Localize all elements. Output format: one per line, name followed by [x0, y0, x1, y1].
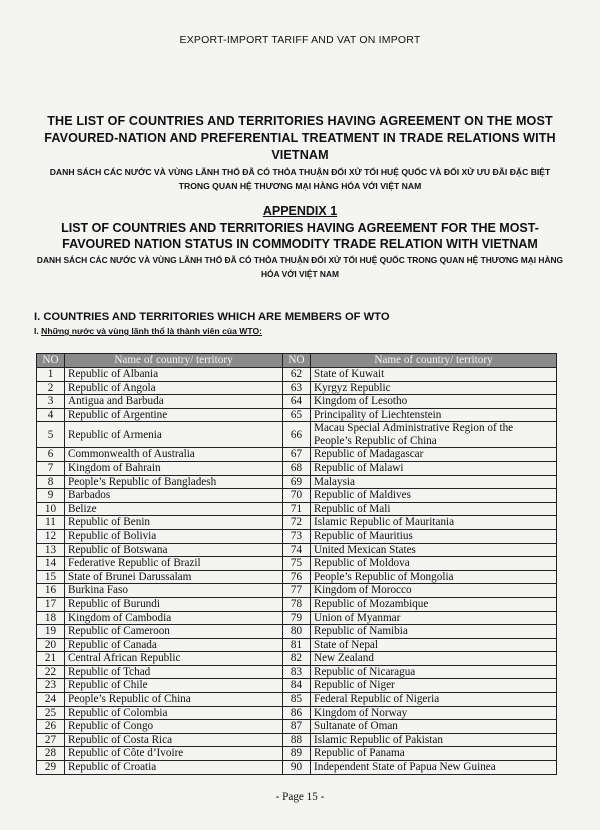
- cell-name-left: Republic of Canada: [65, 638, 283, 652]
- cell-name-right: State of Kuwait: [311, 368, 557, 382]
- cell-no-right: 83: [283, 665, 311, 679]
- table-row: [37, 408, 557, 422]
- cell-name-left: Republic of Croatia: [65, 761, 283, 775]
- cell-name-right: Kingdom of Morocco: [311, 584, 557, 598]
- cell-no-left: 29: [37, 761, 65, 775]
- cell-name-left: Republic of Costa Rica: [65, 733, 283, 747]
- cell-no-right: 87: [283, 720, 311, 734]
- cell-name-left: Kingdom of Cambodia: [65, 611, 283, 625]
- cell-no-left: 14: [37, 557, 65, 571]
- cell-name-left: Republic of Argentine: [65, 408, 283, 422]
- cell-name-left: Kingdom of Bahrain: [65, 461, 283, 475]
- appendix-title-vietnamese: DANH SÁCH CÁC NƯỚC VÀ VÙNG LÃNH THỔ ĐÃ CÓ THỎA THUẬN ĐỐI XỬ TỐI HUỆ QUỐC TRONG QUAN HỆ THƯƠNG MẠI HÀNG HÓA VỚI VIỆT NAM: [36, 255, 564, 279]
- cell-no-right: 73: [283, 529, 311, 543]
- cell-name-right: Republic of Panama: [311, 747, 557, 761]
- cell-name-right: Islamic Republic of Mauritania: [311, 516, 557, 530]
- cell-no-left: 21: [37, 652, 65, 666]
- table-row: [37, 395, 557, 409]
- cell-no-right: 76: [283, 570, 311, 584]
- cell-no-right: 67: [283, 448, 311, 462]
- cell-name-left: Republic of Chile: [65, 679, 283, 693]
- section-heading-vietnamese-text: Những nước và vùng lãnh thổ là thành viên của WTO:: [41, 326, 263, 336]
- cell-no-left: 5: [37, 422, 65, 448]
- document-title-vietnamese: DANH SÁCH CÁC NƯỚC VÀ VÙNG LÃNH THỔ ĐÃ CÓ THỎA THUẬN ĐỐI XỬ TỐI HUỆ QUỐC VÀ ĐỐI XỬ ƯU ĐÃI ĐẶC BIỆT TRONG QUAN HỆ THƯƠNG MẠI HÀNG HÓA VỚI VIỆT NAM: [49, 167, 551, 191]
- cell-name-left: Commonwealth of Australia: [65, 448, 283, 462]
- cell-name-left: People’s Republic of Bangladesh: [65, 475, 283, 489]
- cell-name-left: Republic of Congo: [65, 720, 283, 734]
- table-row: [37, 368, 557, 382]
- table-row: [37, 747, 557, 761]
- cell-name-left: State of Brunei Darussalam: [65, 570, 283, 584]
- cell-name-left: Republic of Benin: [65, 516, 283, 530]
- table-row: [37, 570, 557, 584]
- cell-name-left: Republic of Botswana: [65, 543, 283, 557]
- cell-name-left: People’s Republic of China: [65, 693, 283, 707]
- table-row: [37, 543, 557, 557]
- cell-name-right: Republic of Nicaragua: [311, 665, 557, 679]
- cell-no-right: 85: [283, 693, 311, 707]
- cell-name-right: Union of Myanmar: [311, 611, 557, 625]
- table-row: [37, 422, 557, 448]
- page-header: EXPORT-IMPORT TARIFF AND VAT ON IMPORT: [179, 34, 421, 46]
- section-prefix-vietnamese: I.: [34, 326, 42, 336]
- cell-name-left: Republic of Bolivia: [65, 529, 283, 543]
- cell-name-right: Kingdom of Norway: [311, 706, 557, 720]
- cell-no-right: 84: [283, 679, 311, 693]
- cell-name-right: Republic of Maldives: [311, 489, 557, 503]
- cell-no-right: 72: [283, 516, 311, 530]
- cell-name-right: Republic of Namibia: [311, 625, 557, 639]
- table-row: [37, 611, 557, 625]
- table-row: [37, 529, 557, 543]
- cell-no-right: 65: [283, 408, 311, 422]
- cell-name-right: Kingdom of Lesotho: [311, 395, 557, 409]
- cell-no-left: 23: [37, 679, 65, 693]
- cell-name-right: Republic of Moldova: [311, 557, 557, 571]
- table-row: [37, 597, 557, 611]
- cell-name-left: Federative Republic of Brazil: [65, 557, 283, 571]
- appendix-title-block: [30, 220, 570, 281]
- cell-no-left: 18: [37, 611, 65, 625]
- cell-no-right: 71: [283, 502, 311, 516]
- cell-no-right: 79: [283, 611, 311, 625]
- cell-name-right: Republic of Mozambique: [311, 597, 557, 611]
- cell-no-left: 8: [37, 475, 65, 489]
- cell-name-left: Republic of Tchad: [65, 665, 283, 679]
- cell-name-right: Republic of Madagascar: [311, 448, 557, 462]
- cell-no-right: 77: [283, 584, 311, 598]
- cell-no-right: 82: [283, 652, 311, 666]
- cell-name-right: United Mexican States: [311, 543, 557, 557]
- cell-no-right: 89: [283, 747, 311, 761]
- cell-no-right: 64: [283, 395, 311, 409]
- page-number: - Page 15 -: [275, 791, 325, 803]
- cell-name-right: Federal Republic of Nigeria: [311, 693, 557, 707]
- cell-no-left: 26: [37, 720, 65, 734]
- cell-name-left: Antigua and Barbuda: [65, 395, 283, 409]
- cell-name-left: Burkina Faso: [65, 584, 283, 598]
- cell-name-right: People’s Republic of Mongolia: [311, 570, 557, 584]
- cell-no-left: 20: [37, 638, 65, 652]
- cell-name-left: Republic of Colombia: [65, 706, 283, 720]
- cell-no-right: 66: [283, 422, 311, 448]
- cell-no-left: 3: [37, 395, 65, 409]
- cell-no-left: 10: [37, 502, 65, 516]
- cell-name-right: Republic of Mali: [311, 502, 557, 516]
- cell-no-right: 88: [283, 733, 311, 747]
- cell-name-left: Republic of Albania: [65, 368, 283, 382]
- cell-no-left: 28: [37, 747, 65, 761]
- column-header-name-left: Name of country/ territory: [65, 354, 283, 368]
- cell-no-left: 25: [37, 706, 65, 720]
- cell-no-left: 2: [37, 381, 65, 395]
- table-row: [37, 665, 557, 679]
- cell-no-left: 17: [37, 597, 65, 611]
- cell-name-right: Independent State of Papua New Guinea: [311, 761, 557, 775]
- cell-no-left: 4: [37, 408, 65, 422]
- table-header-row: [37, 354, 557, 368]
- cell-name-left: Republic of Côte d’Ivoire: [65, 747, 283, 761]
- cell-no-right: 86: [283, 706, 311, 720]
- cell-no-left: 12: [37, 529, 65, 543]
- cell-name-left: Republic of Armenia: [65, 422, 283, 448]
- document-title-block: [40, 113, 560, 193]
- column-header-no-left: NO: [37, 354, 65, 368]
- cell-no-right: 75: [283, 557, 311, 571]
- cell-no-right: 69: [283, 475, 311, 489]
- cell-name-right: State of Nepal: [311, 638, 557, 652]
- cell-name-left: Republic of Cameroon: [65, 625, 283, 639]
- table-row: [37, 516, 557, 530]
- table-row: [37, 625, 557, 639]
- cell-name-right: Islamic Republic of Pakistan: [311, 733, 557, 747]
- table-row: [37, 381, 557, 395]
- column-header-name-right: Name of country/ territory: [311, 354, 557, 368]
- section-heading-vietnamese: [34, 326, 262, 336]
- cell-no-right: 90: [283, 761, 311, 775]
- cell-name-right: Principality of Liechtenstein: [311, 408, 557, 422]
- cell-no-right: 62: [283, 368, 311, 382]
- cell-no-right: 81: [283, 638, 311, 652]
- cell-name-right: Macau Special Administrative Region of the People’s Republic of China: [311, 422, 557, 448]
- table-row: [37, 489, 557, 503]
- cell-no-right: 74: [283, 543, 311, 557]
- cell-no-left: 9: [37, 489, 65, 503]
- table-body: [37, 368, 557, 775]
- table-row: [37, 706, 557, 720]
- cell-no-left: 19: [37, 625, 65, 639]
- table-row: [37, 557, 557, 571]
- table-row: [37, 461, 557, 475]
- cell-name-left: Republic of Angola: [65, 381, 283, 395]
- table-row: [37, 679, 557, 693]
- cell-no-right: 63: [283, 381, 311, 395]
- cell-no-right: 80: [283, 625, 311, 639]
- cell-name-right: Republic of Niger: [311, 679, 557, 693]
- table-row: [37, 475, 557, 489]
- cell-name-left: Central African Republic: [65, 652, 283, 666]
- column-header-no-right: NO: [283, 354, 311, 368]
- cell-no-left: 16: [37, 584, 65, 598]
- table-row: [37, 761, 557, 775]
- cell-no-left: 11: [37, 516, 65, 530]
- cell-no-left: 15: [37, 570, 65, 584]
- table-row: [37, 502, 557, 516]
- cell-name-right: Kyrgyz Republic: [311, 381, 557, 395]
- document-title: THE LIST OF COUNTRIES AND TERRITORIES HAVING AGREEMENT ON THE MOST FAVOURED-NATION AND PREFERENTIAL TREATMENT IN TRADE RELATIONS WITH VIETNAM: [44, 114, 556, 162]
- section-heading: I. COUNTRIES AND TERRITORIES WHICH ARE MEMBERS OF WTO: [34, 311, 390, 323]
- table-row: [37, 638, 557, 652]
- cell-no-left: 1: [37, 368, 65, 382]
- countries-table: [36, 353, 557, 775]
- table-row: [37, 720, 557, 734]
- cell-no-left: 13: [37, 543, 65, 557]
- cell-name-right: Sultanate of Oman: [311, 720, 557, 734]
- cell-name-left: Belize: [65, 502, 283, 516]
- cell-no-right: 70: [283, 489, 311, 503]
- table-row: [37, 693, 557, 707]
- cell-name-right: Republic of Malawi: [311, 461, 557, 475]
- table-row: [37, 652, 557, 666]
- cell-no-right: 68: [283, 461, 311, 475]
- cell-no-left: 6: [37, 448, 65, 462]
- cell-no-right: 78: [283, 597, 311, 611]
- cell-name-right: Malaysia: [311, 475, 557, 489]
- table-row: [37, 733, 557, 747]
- appendix-label: APPENDIX 1: [262, 204, 338, 218]
- cell-name-left: Barbados: [65, 489, 283, 503]
- cell-no-left: 24: [37, 693, 65, 707]
- appendix-title: LIST OF COUNTRIES AND TERRITORIES HAVING AGREEMENT FOR THE MOST-FAVOURED NATION STATUS IN COMMODITY TRADE RELATION WITH VIETNAM: [61, 221, 539, 251]
- cell-name-right: Republic of Mauritius: [311, 529, 557, 543]
- cell-no-left: 7: [37, 461, 65, 475]
- cell-name-right: New Zealand: [311, 652, 557, 666]
- cell-no-left: 22: [37, 665, 65, 679]
- table-row: [37, 448, 557, 462]
- cell-name-left: Republic of Burundi: [65, 597, 283, 611]
- table-row: [37, 584, 557, 598]
- cell-no-left: 27: [37, 733, 65, 747]
